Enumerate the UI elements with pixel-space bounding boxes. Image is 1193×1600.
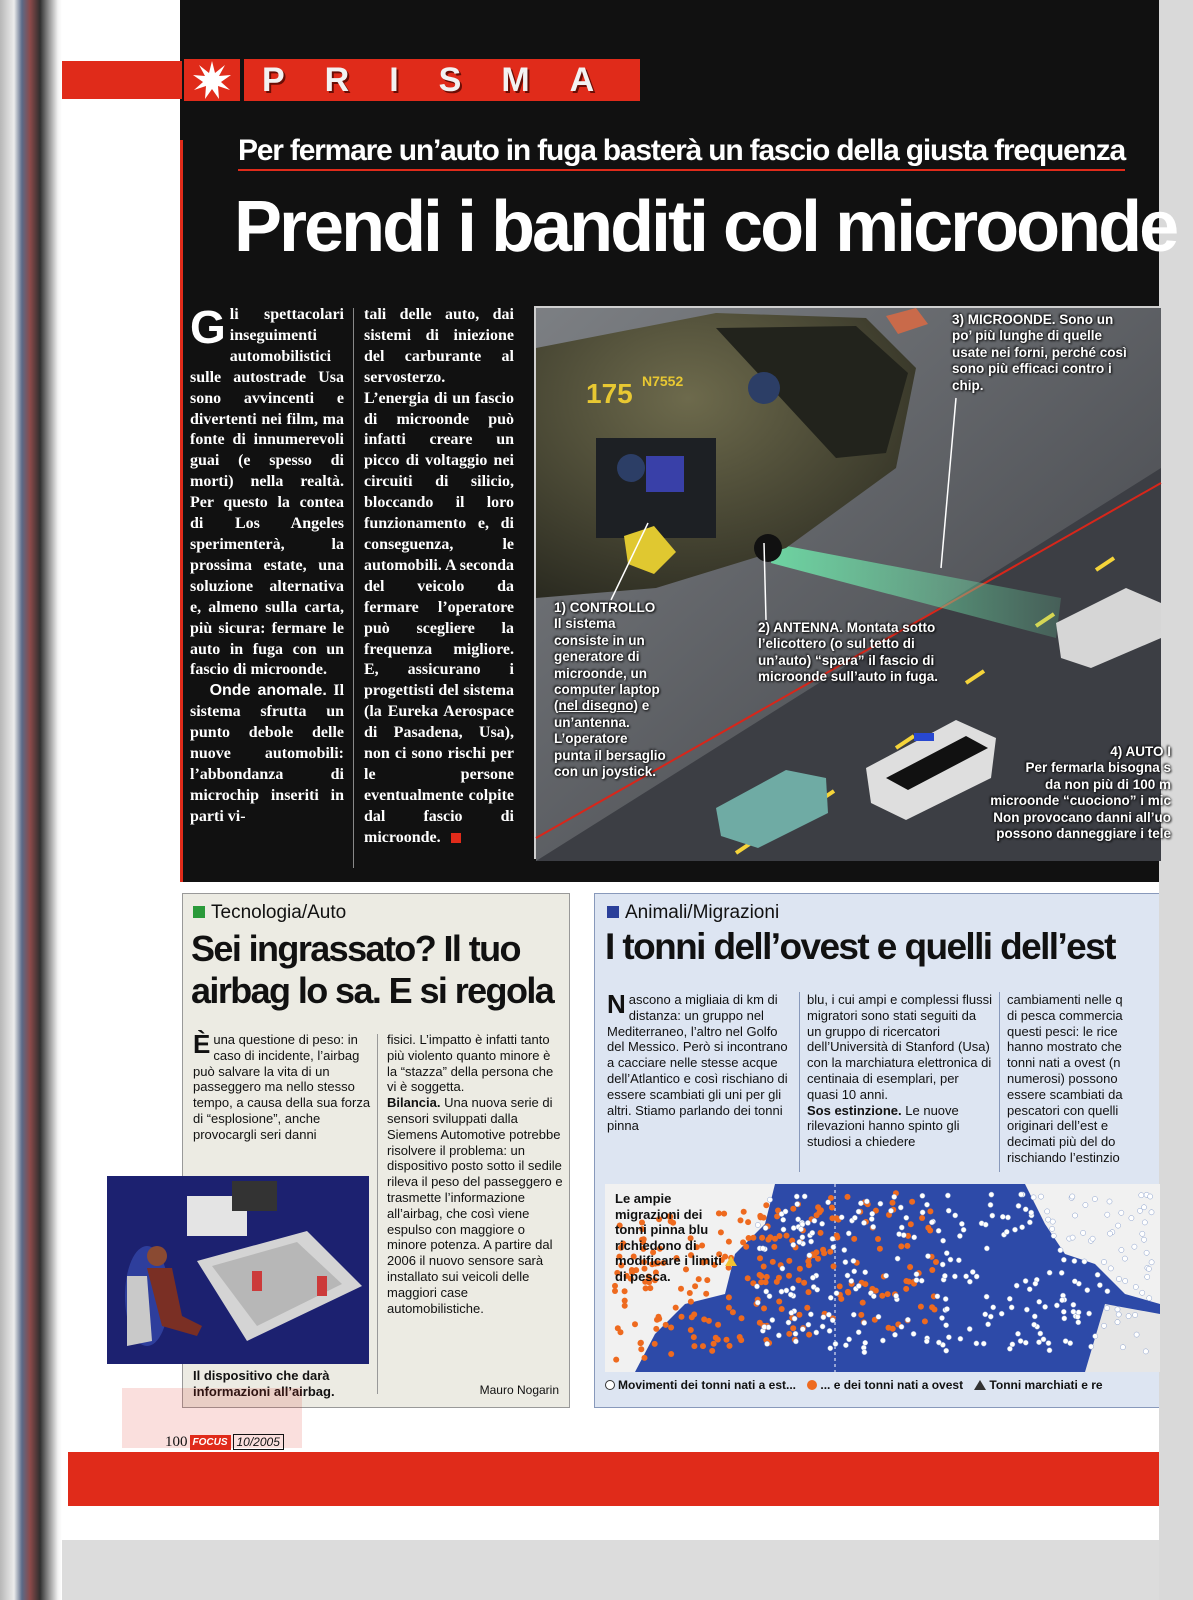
tuna-column-1 [607, 989, 795, 1134]
column-divider [999, 992, 1000, 1172]
caption-line: 4) AUTO I [1110, 744, 1171, 759]
article-text: ascono a migliaia di km di distanza: un gruppo nel Mediterraneo, l’altro nel Golfo del Messico. Però si incontrano a cacciare nelle stesse acque dell’Atlantico e così rischiano di essere scambiati gli uni per gli altri. Stiamo parlando dei tonni pinna [607, 992, 788, 1134]
scanner-margin [62, 1540, 1159, 1600]
dropcap: G [190, 301, 226, 353]
legend-text: ... e dei tonni nati a ovest [820, 1378, 964, 1392]
column-divider [799, 992, 800, 1172]
caption-title: 1) CONTROLLO [554, 600, 656, 615]
dropcap: N [607, 989, 626, 1019]
caption-car [931, 744, 1171, 842]
article-subhead: Onde anomale. [209, 682, 327, 700]
magazine-logo: FOCUS [190, 1435, 231, 1450]
text-line: di pesca commercia [1007, 1007, 1123, 1023]
column-divider [353, 308, 354, 868]
caption-control [554, 600, 666, 780]
airbag-device-image [107, 1176, 369, 1364]
caption-line: possono danneggiare i tele [996, 826, 1171, 842]
byline: Mauro Nogarin [479, 1383, 559, 1397]
page-number: 100 [165, 1434, 188, 1450]
article-subhead: Bilancia. [387, 1095, 441, 1111]
white-dot-icon [605, 1380, 615, 1390]
text-line: cambiamenti nelle q [1007, 992, 1123, 1007]
text-line: essere scambiati da [1007, 1086, 1123, 1102]
caption-link: nel disegno [558, 698, 634, 714]
column-divider [377, 1034, 378, 1394]
article-text: tali delle auto, dai sistemi di iniezione del carburante al servosterzo. L’energia di un fascio di microonde può infatti creare un picco di voltaggio nei circuiti di silicio, bloccando il loro funzionamento e, di conseguenza, le automobili. A seconda del veicolo da fermare l’operatore può scegliere la frequenza migliore. E, assicurano i progettisti del sistema (la Eureka Aerospace di Pasadena, Usa), non ci sono rischi per le persone eventualmente colpite dal fascio di microonde. [364, 306, 514, 846]
tuna-column-2 [807, 992, 993, 1150]
image-caption: Il dispositivo che darà informazioni all’airbag. [193, 1368, 335, 1399]
red-rule [180, 140, 183, 882]
article-subtitle: Per fermare un’auto in fuga basterà un fascio della giusta frequenza [238, 134, 1125, 171]
article-subhead: Sos estinzione. [807, 1102, 902, 1118]
article-text: li spettacolari inseguimenti automobilistici sulle autostrade Usa sono avvincenti e divertenti nei film, ma fonte di innumerevoli guai (e spesso di morti) nella realtà. Per questo la contea di Los Angeles sperimenterà, la prossima estate, una soluzione alternativa e, almeno sulla carta, più sicura: fermare le auto in fuga con un fascio di microonde. [190, 306, 344, 679]
airbag-column-1 [193, 1029, 373, 1143]
legend-text: Movimenti dei tonni nati a est... [618, 1378, 797, 1392]
category-text: Tecnologia/Auto [211, 902, 347, 923]
text-line: decimati più del do [1007, 1134, 1116, 1150]
legend-text: Tonni marchiati e re [989, 1378, 1103, 1392]
caption-microwaves: 3) MICROONDE. Sono un po’ più lunghe di quelle usate nei forni, perché così sono più efficaci contro i chip. [952, 312, 1127, 393]
section-label-box [242, 57, 642, 103]
caption-line: microonde “cuociono” i mic [990, 793, 1171, 809]
legend-west [807, 1378, 963, 1392]
caption-line: da non più di 100 m [1044, 776, 1171, 792]
text-line: questi pesci: le rice [1007, 1023, 1118, 1039]
section-header [62, 55, 635, 105]
map-note: Le ampie migrazioni dei tonni pinna blu richiedono di modificare i limiti di pesca. [615, 1191, 722, 1284]
category-square-icon [607, 906, 619, 918]
heli-code: N7552 [642, 373, 684, 389]
caption-text: ) e un’antenna. L’operatore punta il bersaglio con un joystick. [554, 698, 666, 780]
airbag-column-2 [387, 1032, 563, 1316]
starburst-icon [182, 57, 242, 103]
orange-dot-icon [807, 1380, 817, 1390]
text-line: pescatori con quelli [1007, 1102, 1119, 1118]
section-label: PRISMA [262, 60, 635, 99]
article-text: una questione di peso: in caso di incidente, l’airbag può salvare la vita di un passeggero ma nello stesso tempo, a causa della sua forza di “esplosione”, anche provocargli seri danni [193, 1032, 371, 1142]
tuna-title: I tonni dell’ovest e quelli dell’est [605, 926, 1115, 967]
text-line: originari dell’est e [1007, 1118, 1109, 1134]
triangle-icon [974, 1380, 986, 1390]
section-bar-left [62, 61, 192, 99]
article-text: blu, i cui ampi e complessi flussi migratori sono stati seguiti da un gruppo di ricercatori dell’Università di Stanford (Usa) con la marchiatura elettronica di centinaia di esemplari, per quasi 10 anni. [807, 992, 992, 1102]
legend-tagged [974, 1378, 1102, 1392]
article-text: Le nuove rilevazioni hanno spinto gli studiosi a chiedere [807, 1102, 960, 1150]
article-text: fisici. L’impatto è infatti tanto più violento quanto minore è la “stazza” della persona che vi è soggetta. [387, 1032, 554, 1095]
issue-number: 10/2005 [233, 1434, 284, 1450]
tuna-column-3 [1007, 992, 1193, 1166]
binding-spine [0, 0, 62, 1600]
footer-bar [68, 1452, 1159, 1506]
article-headline: Prendi i banditi col microonde [234, 187, 1177, 267]
category-label [607, 902, 779, 924]
caption-line: Non provocano danni all’uo [993, 809, 1171, 825]
map-legend [605, 1378, 1111, 1392]
category-text: Animali/Migrazioni [625, 902, 780, 923]
text-line: rischiando l’estinzio [1007, 1149, 1120, 1165]
category-square-icon [193, 906, 205, 918]
legend-east [605, 1378, 796, 1392]
page-footer [165, 1434, 284, 1451]
heli-number: 175 [586, 378, 633, 409]
caption-antenna: 2) ANTENNA. Montata sotto l’elicottero (o sul tetto di un’auto) “spara” il fascio di microonde sull’auto in fuga. [758, 620, 939, 685]
end-mark-icon [451, 833, 461, 843]
article-column-1 [190, 301, 345, 828]
caption-line: Per fermarla bisogna s [1025, 760, 1171, 776]
text-line: numerosi) possono [1007, 1070, 1118, 1086]
airbag-title: Sei ingrassato? Il tuo airbag lo sa. E si regola [191, 928, 554, 1011]
article-text: Il sistema sfrutta un punto debole delle nuove automobili: l’abbondanza di microchip inseriti in parti vi- [190, 682, 345, 825]
text-line: hanno mostrato che [1007, 1039, 1122, 1055]
article-text: Una nuova serie di sensori sviluppati dalla Siemens Automotive potrebbe risolvere il problema: un dispositivo posto sotto il sedile rileva il peso del passeggero e trasmette l’informazione all’airbag, che così viene espulso con maggiore o minore potenza. A partire dal 2006 il nuovo sensore sarà installato sui veicoli delle maggiori case automobilistiche. [387, 1095, 563, 1316]
text-line: tonni nati a ovest (n [1007, 1055, 1121, 1071]
caption-text: Il sistema consiste in un generatore di microonde, un computer laptop ( [554, 616, 660, 714]
helicopter-illustration [534, 306, 1171, 859]
article-column-2 [364, 305, 514, 849]
category-label [193, 902, 346, 924]
tuna-article [594, 893, 1159, 1408]
dropcap: È [193, 1029, 211, 1059]
